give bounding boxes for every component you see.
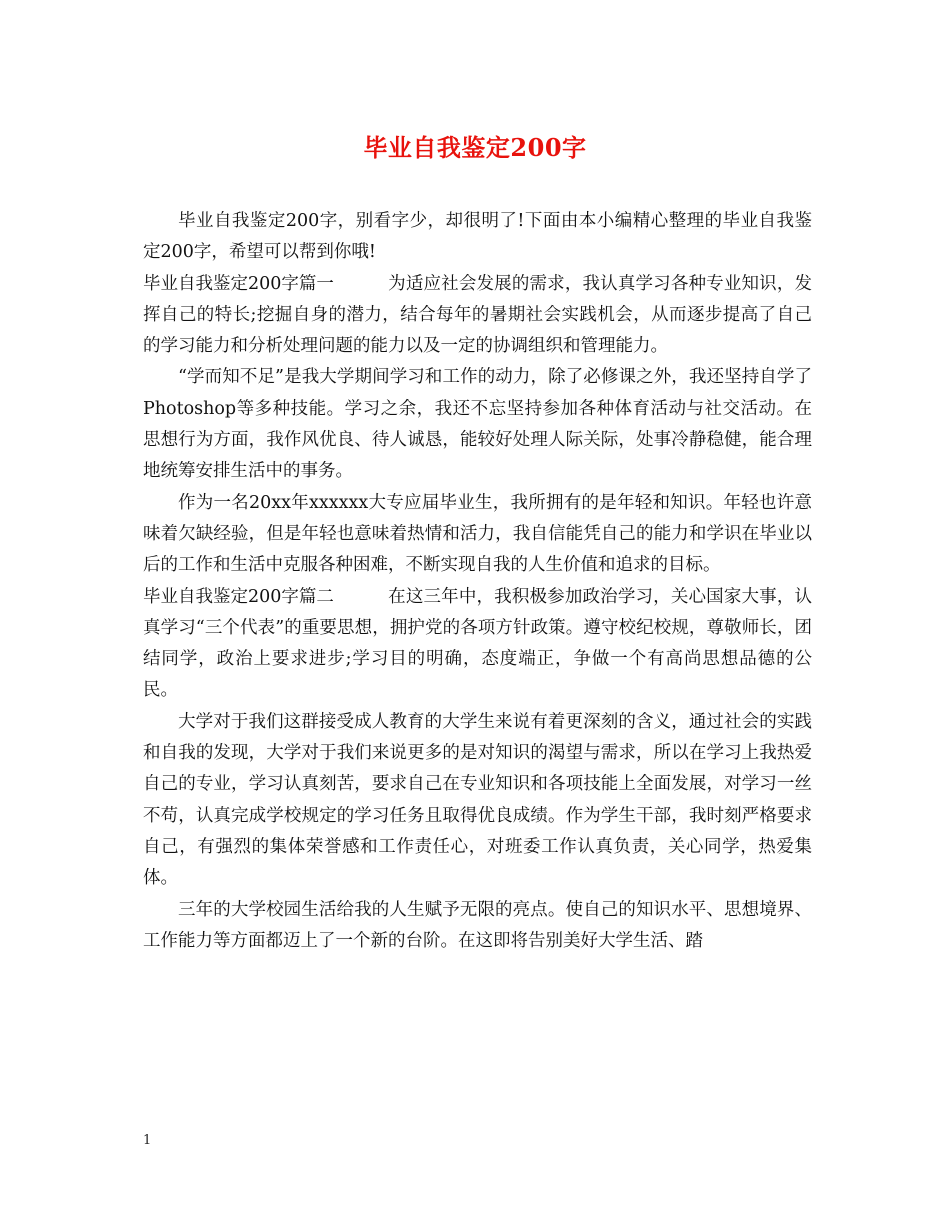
document-title: 毕业自我鉴定200字: [363, 133, 587, 162]
paragraph-text: 为适应社会发展的需求，我认真学习各种专业知识，发挥自己的特长;挖掘自身的潜力，结合每年的暑期社会实践机会，从而逐步提高了自己的学习能力和分析处理问题的能力以及一定的协调组织和管理能力。: [143, 273, 812, 357]
paragraph-text: 三年的大学校园生活给我的人生赋予无限的亮点。使自己的知识水平、思想境界、工作能力等方面都迈上了一个新的台阶。在这即将告别美好大学生活、踏: [143, 899, 812, 951]
paragraph-text: 毕业自我鉴定200字，别看字少，却很明了!下面由本小编精心整理的毕业自我鉴定200字，希望可以帮到你哦!: [143, 211, 812, 263]
document-body: [143, 206, 812, 957]
paragraph-text: 大学对于我们这群接受成人教育的大学生来说有着更深刻的含义，通过社会的实践和自我的发现，大学对于我们来说更多的是对知识的渴望与需求，所以在学习上我热爱自己的专业，学习认真刻苦，要求自己在专业知识和各项技能上全面发展，对学习一丝不苟，认真完成学校规定的学习任务且取得优良成绩。作为学生干部，我时刻严格要求自己，有强烈的集体荣誉感和工作责任心，对班委工作认真负责，关心同学，热爱集体。: [143, 711, 812, 889]
paragraph-university-meaning: [143, 707, 812, 895]
paragraph-text: “学而知不足”是我大学期间学习和工作的动力，除了必修课之外，我还坚持自学了Photoshop等多种技能。学习之余，我还不忘坚持参加各种体育活动与社交活动。在思想行为方面，我作风优良、待人诚恳，能较好处理人际关际，处事冷静稳健，能合理地统筹安排生活中的事务。: [143, 367, 812, 482]
paragraph-section-two: [143, 582, 812, 707]
paragraph-study-motivation: [143, 362, 812, 487]
page-number: 1: [143, 1133, 152, 1148]
section-heading-two: 毕业自我鉴定200字篇二: [143, 586, 334, 607]
paragraph-section-one: [143, 269, 812, 363]
section-heading-one: 毕业自我鉴定200字篇一: [143, 273, 334, 294]
paragraph-text: 作为一名20xx年xxxxxx大专应届毕业生，我所拥有的是年轻和知识。年轻也许意味着欠缺经验，但是年轻也意味着热情和活力，我自信能凭自己的能力和学识在毕业以后的工作和生活中克服各种困难，不断实现自我的人生价值和追求的目标。: [143, 492, 812, 576]
paragraph-campus-life: [143, 895, 812, 958]
paragraph-intro: [143, 206, 812, 269]
paragraph-graduate: [143, 488, 812, 582]
paragraph-text: 在这三年中，我积极参加政治学习，关心国家大事，认真学习“三个代表”的重要思想，拥护党的各项方针政策。遵守校纪校规，尊敬师长，团结同学，政治上要求进步;学习目的明确，态度端正，争做一个有高尚思想品德的公民。: [143, 586, 812, 701]
